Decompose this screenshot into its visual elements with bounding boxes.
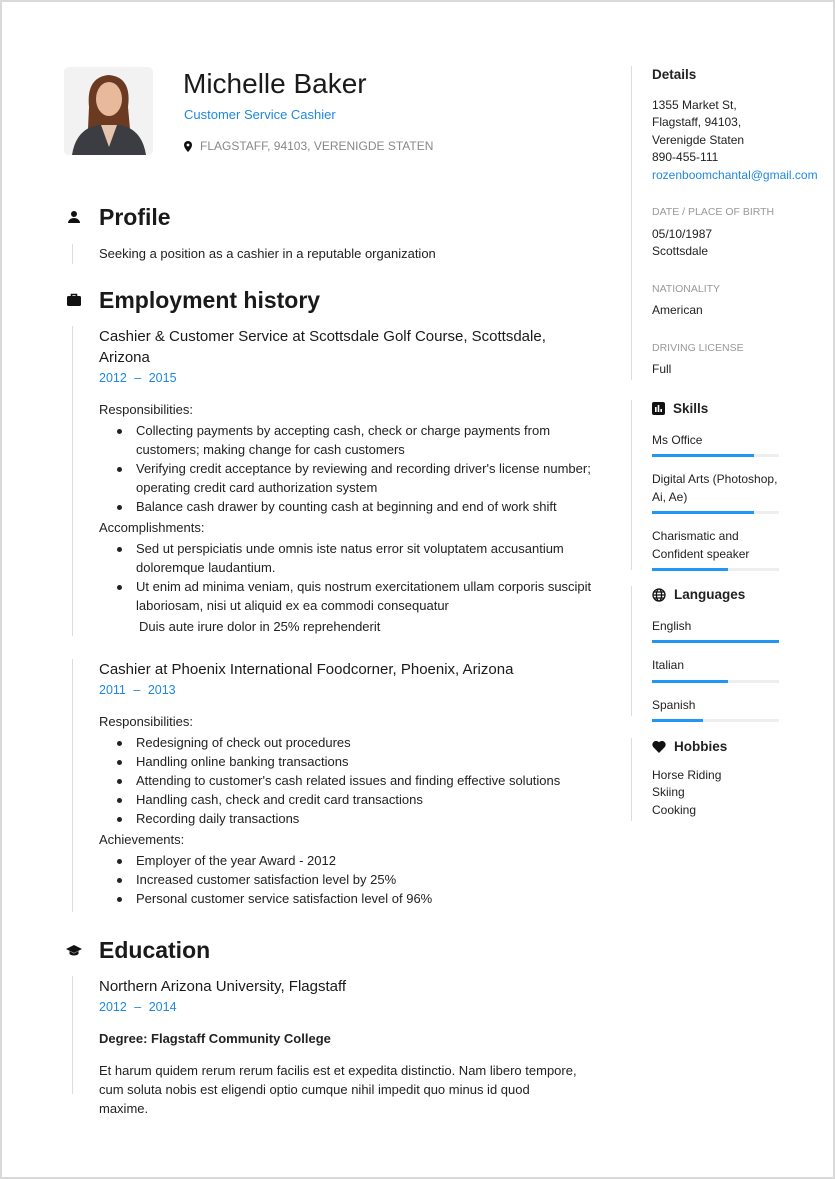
details-section	[631, 66, 831, 380]
level-fill	[652, 568, 728, 571]
details-heading: Details	[652, 67, 697, 82]
education-heading: Education	[99, 937, 211, 963]
job-entry-title: Cashier & Customer Service at Scottsdale Golf Course, Scottsdale, Arizona	[99, 328, 546, 366]
level-fill	[652, 454, 754, 457]
list-item: Increased customer satisfaction level by 25%	[117, 870, 612, 889]
list-item: Collecting payments by accepting cash, check or charge payments from customers; making change for cash customers	[117, 421, 612, 459]
location	[184, 139, 433, 153]
graduation-cap-icon	[66, 942, 82, 958]
profile-heading: Profile	[99, 204, 171, 230]
responsibilities-list	[117, 733, 612, 828]
list-item: Handling online banking transactions	[117, 752, 612, 771]
education-entry	[72, 976, 612, 1116]
profile-photo	[64, 67, 153, 155]
hobby-item: Horse Riding	[652, 767, 722, 782]
heart-icon	[652, 740, 666, 753]
group-label: Responsibilities:	[99, 714, 193, 729]
list-item: Redesigning of check out procedures	[117, 733, 612, 752]
group-label: Achievements:	[99, 832, 185, 847]
list-item: Employer of the year Award - 2012	[117, 851, 612, 870]
nationality-label: NATIONALITY	[652, 282, 721, 295]
briefcase-icon	[66, 292, 82, 308]
skills-level-bar	[652, 511, 779, 514]
languages-section	[631, 586, 831, 716]
phone: 890-455-111	[652, 150, 719, 164]
list-item: Recording daily transactions	[117, 809, 612, 828]
job-entry	[72, 659, 612, 912]
extra-note: Duis aute irure dolor in 25% reprehenderit	[139, 619, 381, 634]
languages-item-name: Italian	[652, 658, 685, 672]
hobby-item: Cooking	[652, 802, 697, 817]
responsibilities-list	[117, 421, 612, 516]
list-item: Handling cash, check and credit card transactions	[117, 790, 612, 809]
level-fill	[652, 511, 754, 514]
list-item: Ut enim ad minima veniam, quis nostrum exercitationem ullam corporis suscipit laboriosam, nisi ut aliquid ex ea commodi consequatur	[117, 577, 612, 615]
skills-item-name: Ms Office	[652, 432, 703, 447]
group-label: Responsibilities:	[99, 402, 193, 417]
education-description: Et harum quidem rerum rerum facilis est et expedita distinctio. Nam libero tempore, cum soluta nobis est eligendi optio cumque nihil impedit quo minus id quod maxime.	[99, 1063, 577, 1116]
languages-heading: Languages	[674, 587, 746, 602]
skills-header	[652, 400, 831, 418]
group-label: Accomplishments:	[99, 520, 205, 535]
candidate-name: Michelle Baker	[183, 68, 367, 99]
location-text: FLAGSTAFF, 94103, VERENIGDE STATEN	[200, 139, 434, 153]
skills-level-bar	[652, 454, 779, 457]
languages-item-name: English	[652, 618, 692, 633]
hobby-item: Skiing	[652, 785, 685, 799]
languages-header	[652, 586, 831, 604]
bar-chart-icon	[652, 402, 665, 415]
email-link[interactable]: rozenboomchantal@gmail.com	[652, 167, 818, 182]
skills-level-bar	[652, 568, 779, 571]
license-label: DRIVING LICENSE	[652, 341, 744, 354]
accomplishments-list	[117, 539, 612, 615]
list-item: Personal customer service satisfaction level of 96%	[117, 889, 612, 908]
employment-heading: Employment history	[99, 287, 321, 313]
skills-item-name: Charismatic and Confident speaker	[652, 529, 750, 561]
profile-section	[72, 244, 612, 264]
list-item: Balance cash drawer by counting cash at beginning and end of work shift	[117, 497, 612, 516]
address-line: Flagstaff, 94103,	[652, 115, 742, 129]
birth-label: DATE / PLACE OF BIRTH	[652, 206, 775, 218]
languages-level-bar	[652, 680, 779, 683]
license: Full	[652, 362, 672, 376]
languages-list	[652, 618, 831, 723]
list-item: Verifying credit acceptance by reviewing and recording driver's license number; operating credit card authorization system	[117, 459, 612, 497]
profile-text: Seeking a position as a cashier in a reputable organization	[99, 246, 436, 261]
level-fill	[652, 680, 728, 683]
job-entry	[72, 326, 612, 636]
birth-place: Scottsdale	[652, 244, 709, 258]
skills-section	[631, 400, 831, 570]
degree: Degree: Flagstaff Community College	[99, 1031, 331, 1046]
achievements-list	[117, 851, 612, 908]
job-title: Customer Service Cashier	[184, 107, 336, 122]
skills-item-name: Digital Arts (Photoshop, Ai, Ae)	[652, 472, 778, 504]
globe-icon	[652, 588, 666, 602]
job-entry-title: Cashier at Phoenix International Foodcorner, Phoenix, Arizona	[99, 661, 514, 678]
languages-level-bar	[652, 719, 779, 722]
hobbies-heading: Hobbies	[674, 739, 728, 754]
list-item: Sed ut perspiciatis unde omnis iste natus error sit voluptatem accusantium doloremque laudantium.	[117, 539, 612, 577]
address-line: Verenigde Staten	[652, 132, 745, 147]
languages-level-bar	[652, 640, 779, 643]
job-dates: 2012 – 2015	[99, 371, 177, 385]
job-dates: 2011 – 2013	[99, 683, 176, 697]
school-name: Northern Arizona University, Flagstaff	[99, 978, 347, 995]
list-item: Attending to customer's cash related issues and finding effective solutions	[117, 771, 612, 790]
education-dates: 2012 – 2014	[99, 1000, 177, 1014]
hobbies-section	[631, 738, 831, 821]
address-line: 1355 Market St,	[652, 97, 737, 112]
birth-date: 05/10/1987	[652, 226, 713, 241]
languages-item-name: Spanish	[652, 697, 696, 712]
nationality: American	[652, 303, 703, 317]
person-icon	[66, 209, 82, 225]
level-fill	[652, 640, 779, 643]
level-fill	[652, 719, 703, 722]
skills-list	[652, 432, 831, 572]
hobbies-header	[652, 738, 831, 756]
skills-heading: Skills	[673, 401, 709, 416]
map-pin-icon	[184, 141, 192, 152]
